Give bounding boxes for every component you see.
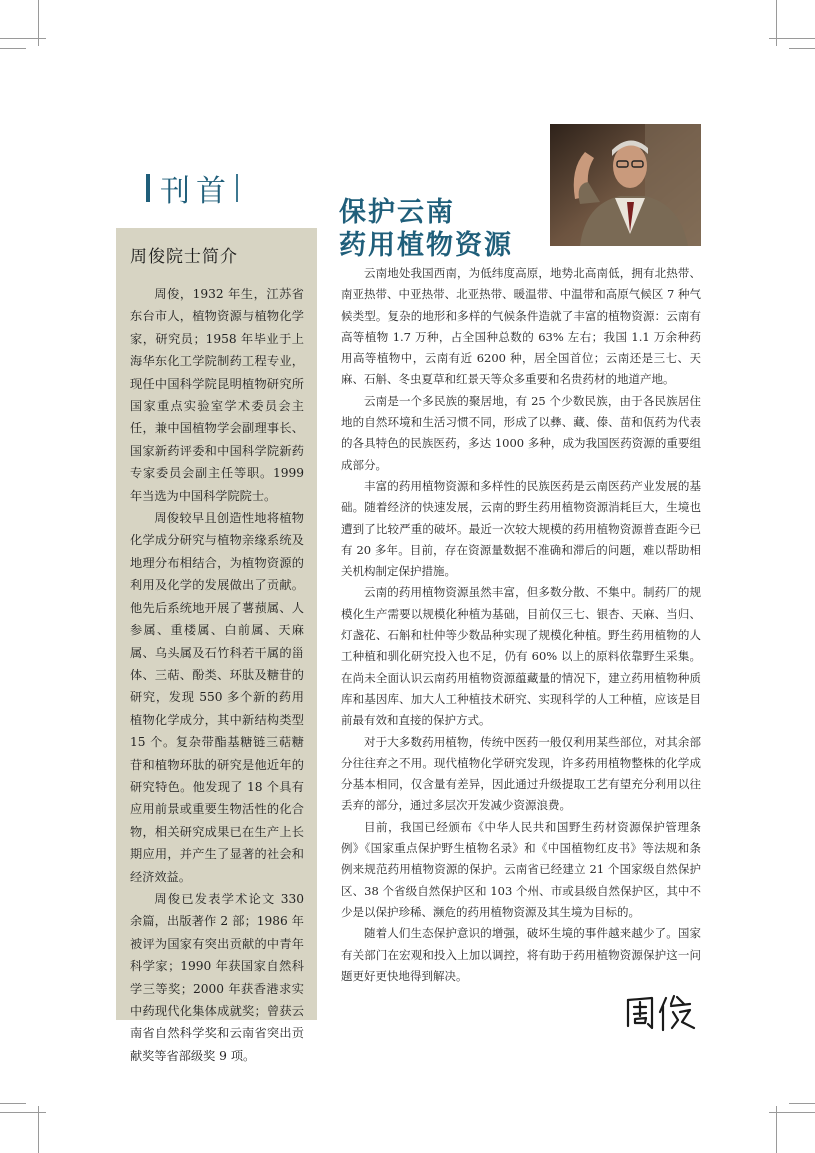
article-paragraph: 云南是一个多民族的聚居地，有 25 个少数民族，由于各民族居住地的自然环境和生活习惯不同，形成了以彝、藏、傣、苗和佤药为代表的各具特色的民族医药，多达 1000 多种，成为我国医药资源的重要组成部分。 bbox=[341, 393, 701, 472]
article-paragraph: 随着人们生态保护意识的增强，破坏生境的事件越来越少了。国家有关部门在宏观和投入上加以调控，将有助于药用植物资源保护这一问题更好更快地得到解决。 bbox=[341, 926, 701, 983]
section-bar-right bbox=[236, 174, 238, 202]
crop-mark bbox=[38, 1106, 39, 1153]
sidebar-paragraph: 周俊较早且创造性地将植物化学成分研究与植物亲缘系统及地理分布相结合，为植物资源的利用及化学的发展做出了贡献。他先后系统地开展了薯蓣属、人参属、重楼属、白前属、天麻属、乌头属及石竹科若干属的甾体、三萜、酚类、环肽及糖苷的研究，发现 550 多个新的药用植物化学成分，其中新结构类型 15 个。复杂带酯基糖链三萜糖苷和植物环肽的研究是他近年的研究特色。他发现了 18 个具有应用前景或重要生物活性的化合物，相关研究成果已在生产上长期应用，并产生了显著的社会和经济效益。 bbox=[130, 511, 304, 884]
article-paragraph: 对于大多数药用植物，传统中医药一般仅利用某些部位，对其余部分往往弃之不用。现代植物化学研究发现，许多药用植物整株的化学成分基本相同，仅含量有差异，因此通过升级提取工艺有望充分利用以往丢弃的部分，通过多层次开发减少资源浪费。 bbox=[341, 734, 701, 813]
crop-mark bbox=[0, 38, 46, 39]
article-paragraph: 目前，我国已经颁布《中华人民共和国野生药材资源保护管理条例》《国家重点保护野生植物名录》和《中国植物红皮书》等法规和条例来规范药用植物资源的保护。云南省已经建立 21 个国家级自然保护区、38 个省级自然保护区和 103 个州、市或县级自然保护区，其中不少是以保护珍稀、濒危的药用植物资源及其生境为目标的。 bbox=[341, 819, 701, 919]
author-portrait-photo bbox=[550, 124, 701, 246]
headline-line-2: 药用植物资源 bbox=[339, 230, 513, 261]
section-label bbox=[146, 168, 238, 208]
headline-line-1: 保护云南 bbox=[339, 197, 455, 228]
article-body bbox=[341, 263, 701, 987]
crop-mark bbox=[0, 1103, 26, 1104]
crop-mark bbox=[0, 1112, 46, 1113]
section-label-text: 刊首 bbox=[160, 174, 232, 209]
article-paragraph: 云南的药用植物资源虽然丰富，但多数分散、不集中。制药厂的规模化生产需要以规模化种植为基础，目前仅三七、银杏、天麻、当归、灯盏花、石斛和杜仲等少数品种实现了规模化种植。野生药用植物的人工种植和驯化研究投入也不足，仍有 60% 以上的原料依靠野生采集。在尚未全面认识云南药用植物资源蕴藏量的情况下，建立药用植物种质库和基因库、加大人工种植技术研究、实现科学的人工种植，应该是目前最有效和直接的保护方式。 bbox=[341, 585, 701, 728]
sidebar-paragraph: 周俊已发表学术论文 330 余篇，出版著作 2 部；1986 年被评为国家有突出贡献的中青年科学家；1990 年获国家自然科学三等奖；2000 年获香港求实中药现代化集体成就奖；曾获云南省自然科学奖和云南省突出贡献奖等省部级奖 9 项。 bbox=[130, 891, 304, 1063]
article-headline bbox=[339, 196, 513, 262]
crop-mark bbox=[776, 1106, 777, 1153]
crop-mark bbox=[789, 1103, 815, 1104]
article-paragraph: 云南地处我国西南，为低纬度高原，地势北高南低，拥有北热带、南亚热带、中亚热带、北亚热带、暖温带、中温带和高原气候区 7 种气候类型。复杂的地形和多样的气候条件造就了丰富的植物资源：云南有高等植物 1.7 万种，占全国种总数的 63% 左右；我国 1.1 万余种药用高等植物中，云南有近 6200 种，居全国首位；云南还是三七、天麻、石斛、冬虫夏草和红景天等众多重要和名贵药材的地道产地。 bbox=[341, 266, 701, 387]
sidebar-title: 周俊院士简介 bbox=[130, 247, 238, 267]
handwritten-signature-icon bbox=[622, 990, 712, 1032]
biography-sidebar bbox=[116, 228, 317, 1063]
crop-mark bbox=[38, 0, 39, 46]
crop-mark bbox=[0, 48, 26, 49]
portrait-illustration bbox=[550, 124, 701, 246]
sidebar-paragraph: 周俊，1932 年生，江苏省东台市人，植物资源与植物化学家，研究员；1958 年毕业于上海华东化工学院制药工程专业，现任中国科学院昆明植物研究所国家重点实验室学术委员会主任，兼中国植物学会副理事长、国家新药评委和中国科学院新药专家委员会副主任等职。1999 年当选为中国科学院院士。 bbox=[130, 287, 304, 503]
section-bar-left bbox=[146, 174, 150, 202]
article-paragraph: 丰富的药用植物资源和多样性的民族医药是云南医药产业发展的基础。随着经济的快速发展，云南的野生药用植物资源消耗巨大，生境也遭到了比较严重的破坏。最近一次较大规模的药用植物资源普查距今已有 20 多年。目前，存在资源量数据不准确和滞后的问题，难以帮助相关机构制定保护措施。 bbox=[341, 478, 701, 579]
crop-mark bbox=[776, 0, 777, 46]
crop-mark bbox=[789, 48, 815, 49]
